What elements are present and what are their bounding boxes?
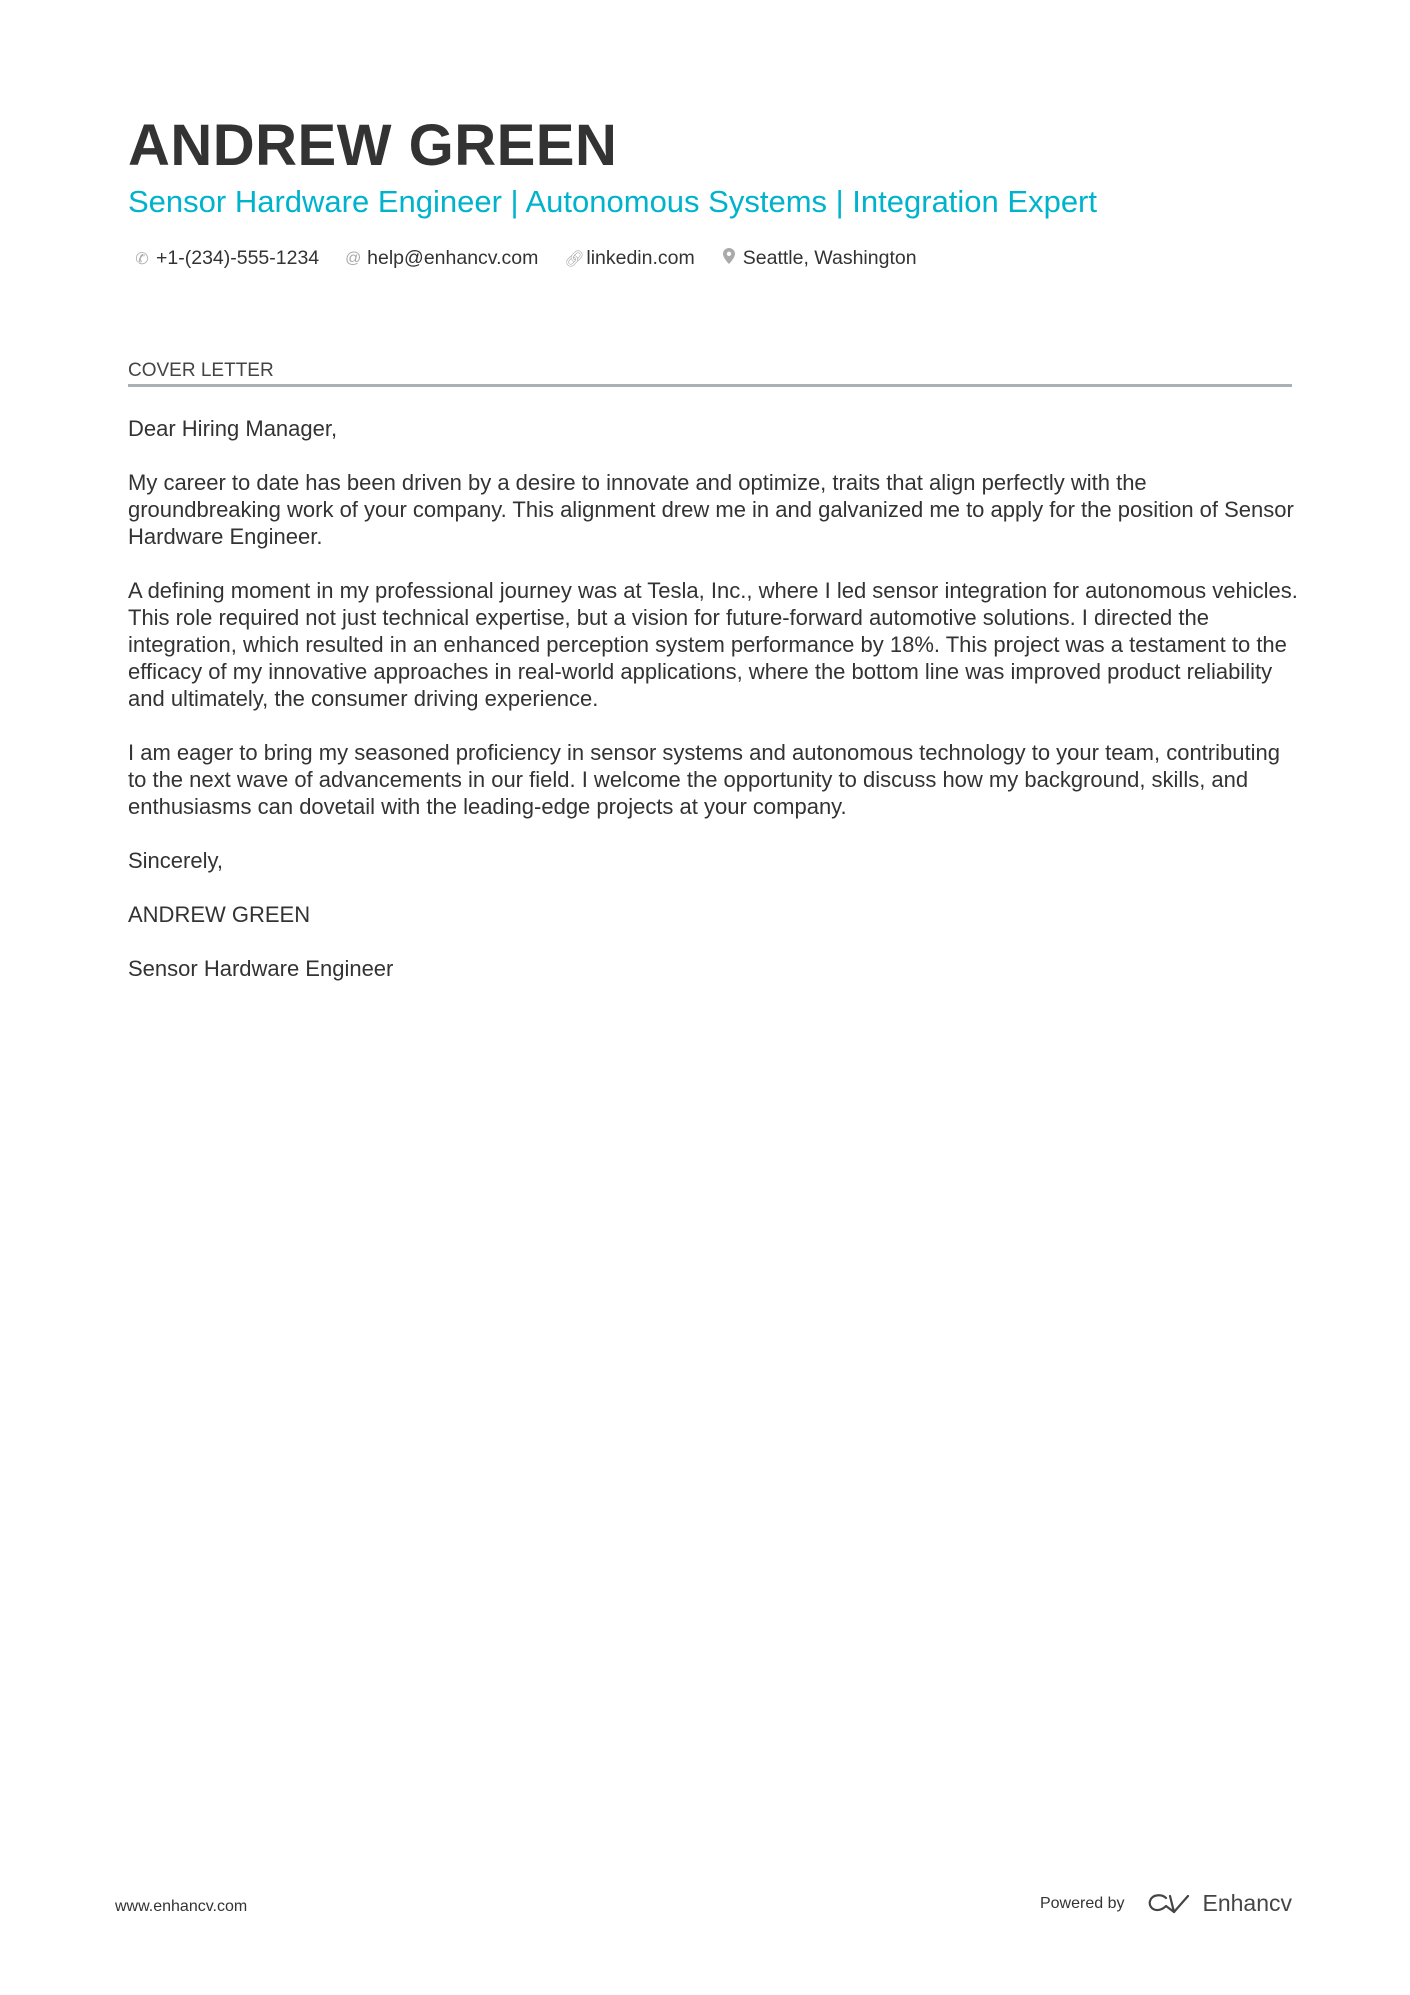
link-icon: 🔗︎ [564, 250, 585, 268]
at-icon: @ [345, 249, 362, 267]
paragraph: My career to date has been driven by a desire to innovate and optimize, traits that align perfectly with the groundbreaking work of your company. This alignment drew me in and galvanized me to apply for the position of Sensor Hardware Engineer. [128, 470, 1294, 549]
footer-website[interactable]: www.enhancv.com [115, 1898, 248, 1915]
footer-branding [1040, 1890, 1292, 1917]
greeting: Dear Hiring Manager, [128, 416, 338, 441]
candidate-name: ANDREW GREEN [128, 113, 618, 178]
paragraph: I am eager to bring my seasoned proficiency in sensor systems and autonomous technology to your team, contributing to the next wave of advancements in our field. I welcome the opportunity to discuss how my background, skills, and enthusiasms can dovetail with the leading-edge projects at your company. [128, 740, 1280, 819]
signature-name: ANDREW GREEN [128, 902, 311, 927]
candidate-title: Sensor Hardware Engineer | Autonomous Systems | Integration Expert [128, 184, 1097, 219]
cover-letter-section [128, 360, 1292, 387]
contact-email[interactable] [345, 247, 538, 270]
letter-body [128, 415, 1298, 1009]
location-text: Seattle, Washington [742, 247, 917, 269]
paragraph: A defining moment in my professional journey was at Tesla, Inc., where I led sensor integration for autonomous vehicles. This role required not just technical expertise, but a vision for future-forward automotive solutions. I directed the integration, which resulted in an enhanced perception system performance by 18%. This project was a testament to the efficacy of my innovative approaches in real-world applications, where the bottom line was improved product reliability and ultimately, the consumer driving experience. [128, 578, 1298, 711]
enhancv-logo-icon [1146, 1892, 1192, 1916]
closing: Sincerely, [128, 848, 223, 873]
powered-by-label: Powered by [1039, 1894, 1125, 1912]
location-icon [721, 248, 737, 269]
phone-icon: ✆ [135, 250, 149, 268]
linkedin-text[interactable]: linkedin.com [586, 247, 695, 269]
contact-list [134, 247, 917, 270]
section-title: COVER LETTER [128, 360, 274, 381]
enhancv-brand-text: Enhancv [1202, 1890, 1292, 1916]
contact-phone [134, 247, 319, 270]
enhancv-logo[interactable] [1146, 1890, 1292, 1917]
signature-title: Sensor Hardware Engineer [128, 956, 394, 981]
contact-linkedin[interactable] [564, 247, 694, 270]
contact-location [721, 247, 917, 270]
email-text[interactable]: help@enhancv.com [367, 247, 539, 269]
phone-text: +1-(234)-555-1234 [156, 247, 320, 269]
section-divider [128, 384, 1292, 387]
